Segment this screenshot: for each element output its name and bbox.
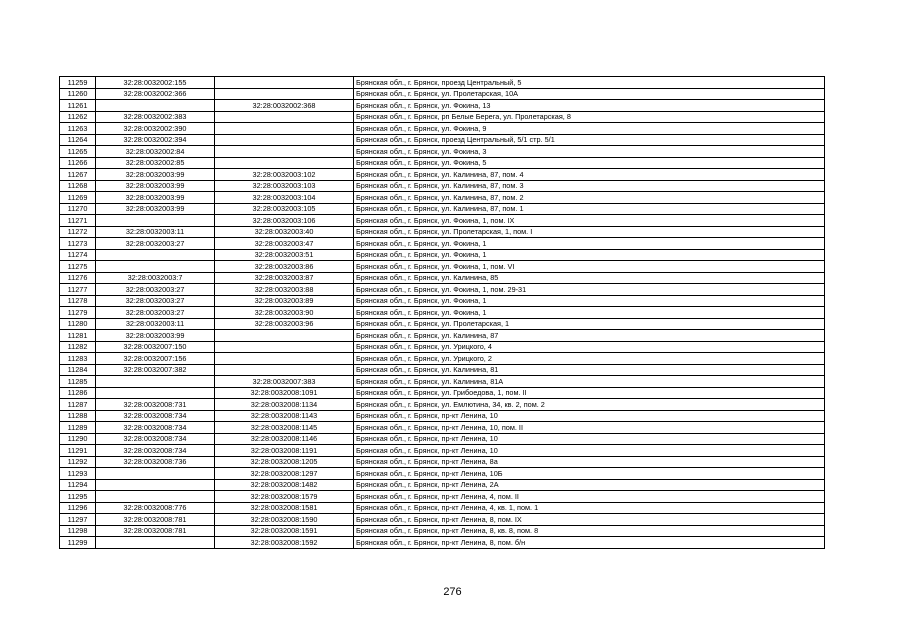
row-number-cell: 11271 — [60, 215, 96, 227]
object-number-cell: 32:28:0032003:106 — [215, 215, 354, 227]
parcel-number-cell: 32:28:0032002:383 — [96, 111, 215, 123]
row-number-cell: 11294 — [60, 479, 96, 491]
row-number-cell: 11287 — [60, 399, 96, 411]
row-number-cell: 11290 — [60, 433, 96, 445]
table-row — [60, 123, 825, 135]
object-number-cell — [215, 111, 354, 123]
table-row — [60, 376, 825, 388]
parcel-number-cell: 32:28:0032008:734 — [96, 433, 215, 445]
row-number-cell: 11286 — [60, 387, 96, 399]
table-row — [60, 215, 825, 227]
row-number-cell: 11285 — [60, 376, 96, 388]
row-number-cell: 11282 — [60, 341, 96, 353]
table-row — [60, 491, 825, 503]
row-number-cell: 11263 — [60, 123, 96, 135]
parcel-number-cell — [96, 387, 215, 399]
row-number-cell: 11273 — [60, 238, 96, 250]
address-cell: Брянская обл., г. Брянск, пр-кт Ленина, 4, пом. II — [354, 491, 825, 503]
parcel-number-cell — [96, 100, 215, 112]
parcel-number-cell: 32:28:0032003:99 — [96, 192, 215, 204]
table-row — [60, 77, 825, 89]
object-number-cell: 32:28:0032008:1205 — [215, 456, 354, 468]
object-number-cell: 32:28:0032003:47 — [215, 238, 354, 250]
address-cell: Брянская обл., г. Брянск, ул. Калинина, 87, пом. 4 — [354, 169, 825, 181]
table-row — [60, 180, 825, 192]
address-cell: Брянская обл., г. Брянск, ул. Фокина, 9 — [354, 123, 825, 135]
address-cell: Брянская обл., г. Брянск, проезд Центральный, 5 — [354, 77, 825, 89]
address-cell: Брянская обл., г. Брянск, ул. Калинина, 81А — [354, 376, 825, 388]
address-cell: Брянская обл., г. Брянск, ул. Калинина, 87 — [354, 330, 825, 342]
table-row — [60, 514, 825, 526]
parcel-number-cell — [96, 491, 215, 503]
table-row — [60, 399, 825, 411]
address-cell: Брянская обл., г. Брянск, ул. Пролетарская, 1, пом. I — [354, 226, 825, 238]
parcel-number-cell — [96, 468, 215, 480]
row-number-cell: 11277 — [60, 284, 96, 296]
row-number-cell: 11270 — [60, 203, 96, 215]
table-row — [60, 330, 825, 342]
parcel-number-cell: 32:28:0032002:390 — [96, 123, 215, 135]
table-row — [60, 502, 825, 514]
object-number-cell — [215, 134, 354, 146]
table-row — [60, 341, 825, 353]
address-cell: Брянская обл., г. Брянск, ул. Калинина, 81 — [354, 364, 825, 376]
address-cell: Брянская обл., г. Брянск, проезд Центральный, 5/1 стр. 5/1 — [354, 134, 825, 146]
object-number-cell — [215, 77, 354, 89]
parcel-number-cell: 32:28:0032007:150 — [96, 341, 215, 353]
object-number-cell: 32:28:0032007:383 — [215, 376, 354, 388]
address-cell: Брянская обл., г. Брянск, ул. Урицкого, 4 — [354, 341, 825, 353]
row-number-cell: 11280 — [60, 318, 96, 330]
object-number-cell: 32:28:0032008:1482 — [215, 479, 354, 491]
object-number-cell — [215, 146, 354, 158]
object-number-cell: 32:28:0032002:368 — [215, 100, 354, 112]
address-cell: Брянская обл., г. Брянск, пр-кт Ленина, 4, кв. 1, пом. 1 — [354, 502, 825, 514]
address-cell: Брянская обл., г. Брянск, ул. Фокина, 1 — [354, 238, 825, 250]
row-number-cell: 11298 — [60, 525, 96, 537]
row-number-cell: 11284 — [60, 364, 96, 376]
table-row — [60, 525, 825, 537]
object-number-cell: 32:28:0032003:87 — [215, 272, 354, 284]
parcel-number-cell: 32:28:0032003:27 — [96, 295, 215, 307]
object-number-cell: 32:28:0032003:88 — [215, 284, 354, 296]
object-number-cell: 32:28:0032008:1592 — [215, 537, 354, 549]
parcel-number-cell: 32:28:0032003:99 — [96, 203, 215, 215]
table-row — [60, 192, 825, 204]
parcel-number-cell: 32:28:0032002:366 — [96, 88, 215, 100]
parcel-number-cell: 32:28:0032002:84 — [96, 146, 215, 158]
address-cell: Брянская обл., г. Брянск, пр-кт Ленина, 10, пом. II — [354, 422, 825, 434]
table-row — [60, 203, 825, 215]
table-row — [60, 422, 825, 434]
parcel-number-cell: 32:28:0032007:156 — [96, 353, 215, 365]
object-number-cell: 32:28:0032003:90 — [215, 307, 354, 319]
address-cell: Брянская обл., г. Брянск, ул. Фокина, 1 — [354, 295, 825, 307]
row-number-cell: 11297 — [60, 514, 96, 526]
object-number-cell — [215, 88, 354, 100]
object-number-cell: 32:28:0032008:1590 — [215, 514, 354, 526]
address-cell: Брянская обл., г. Брянск, ул. Фокина, 1 — [354, 249, 825, 261]
address-cell: Брянская обл., г. Брянск, ул. Калинина, 87, пом. 1 — [354, 203, 825, 215]
table-row — [60, 387, 825, 399]
page-number: 276 — [443, 586, 462, 598]
row-number-cell: 11261 — [60, 100, 96, 112]
object-number-cell — [215, 353, 354, 365]
address-cell: Брянская обл., г. Брянск, ул. Пролетарская, 1 — [354, 318, 825, 330]
row-number-cell: 11266 — [60, 157, 96, 169]
table-row — [60, 410, 825, 422]
object-number-cell: 32:28:0032003:89 — [215, 295, 354, 307]
object-number-cell: 32:28:0032003:40 — [215, 226, 354, 238]
table-row — [60, 479, 825, 491]
table-row — [60, 111, 825, 123]
table-row — [60, 88, 825, 100]
address-cell: Брянская обл., г. Брянск, пр-кт Ленина, 10Б — [354, 468, 825, 480]
table-row — [60, 249, 825, 261]
parcel-number-cell: 32:28:0032008:731 — [96, 399, 215, 411]
address-cell: Брянская обл., г. Брянск, ул. Калинина, 87, пом. 2 — [354, 192, 825, 204]
table-row — [60, 445, 825, 457]
object-number-cell: 32:28:0032008:1591 — [215, 525, 354, 537]
parcel-number-cell — [96, 261, 215, 273]
parcel-number-cell: 32:28:0032003:11 — [96, 318, 215, 330]
table-row — [60, 353, 825, 365]
table-row — [60, 100, 825, 112]
row-number-cell: 11292 — [60, 456, 96, 468]
object-number-cell: 32:28:0032003:102 — [215, 169, 354, 181]
parcel-number-cell — [96, 215, 215, 227]
object-number-cell: 32:28:0032003:103 — [215, 180, 354, 192]
table-row — [60, 284, 825, 296]
parcel-number-cell: 32:28:0032008:734 — [96, 410, 215, 422]
table-row — [60, 272, 825, 284]
row-number-cell: 11289 — [60, 422, 96, 434]
registry-table — [59, 76, 825, 549]
table-row — [60, 318, 825, 330]
row-number-cell: 11259 — [60, 77, 96, 89]
row-number-cell: 11274 — [60, 249, 96, 261]
address-cell: Брянская обл., г. Брянск, ул. Фокина, 1, пом. 29-31 — [354, 284, 825, 296]
table-row — [60, 307, 825, 319]
object-number-cell: 32:28:0032008:1579 — [215, 491, 354, 503]
object-number-cell: 32:28:0032008:1581 — [215, 502, 354, 514]
address-cell: Брянская обл., г. Брянск, ул. Грибоедова, 1, пом. II — [354, 387, 825, 399]
address-cell: Брянская обл., г. Брянск, ул. Фокина, 1, пом. IX — [354, 215, 825, 227]
object-number-cell: 32:28:0032003:51 — [215, 249, 354, 261]
object-number-cell — [215, 341, 354, 353]
address-cell: Брянская обл., г. Брянск, пр-кт Ленина, 10 — [354, 433, 825, 445]
object-number-cell: 32:28:0032008:1191 — [215, 445, 354, 457]
address-cell: Брянская обл., г. Брянск, рп Белые Берега, ул. Пролетарская, 8 — [354, 111, 825, 123]
address-cell: Брянская обл., г. Брянск, ул. Пролетарская, 10А — [354, 88, 825, 100]
object-number-cell: 32:28:0032008:1143 — [215, 410, 354, 422]
parcel-number-cell — [96, 376, 215, 388]
address-cell: Брянская обл., г. Брянск, ул. Урицкого, 2 — [354, 353, 825, 365]
row-number-cell: 11293 — [60, 468, 96, 480]
table-row — [60, 169, 825, 181]
row-number-cell: 11295 — [60, 491, 96, 503]
object-number-cell: 32:28:0032008:1091 — [215, 387, 354, 399]
address-cell: Брянская обл., г. Брянск, ул. Калинина, 87, пом. 3 — [354, 180, 825, 192]
object-number-cell: 32:28:0032003:96 — [215, 318, 354, 330]
table-row — [60, 295, 825, 307]
address-cell: Брянская обл., г. Брянск, пр-кт Ленина, 10 — [354, 410, 825, 422]
object-number-cell: 32:28:0032003:86 — [215, 261, 354, 273]
parcel-number-cell: 32:28:0032002:394 — [96, 134, 215, 146]
table-row — [60, 433, 825, 445]
parcel-number-cell: 32:28:0032003:11 — [96, 226, 215, 238]
row-number-cell: 11260 — [60, 88, 96, 100]
row-number-cell: 11262 — [60, 111, 96, 123]
row-number-cell: 11276 — [60, 272, 96, 284]
address-cell: Брянская обл., г. Брянск, ул. Емлютина, 34, кв. 2, пом. 2 — [354, 399, 825, 411]
row-number-cell: 11268 — [60, 180, 96, 192]
table-row — [60, 238, 825, 250]
row-number-cell: 11279 — [60, 307, 96, 319]
table-row — [60, 146, 825, 158]
parcel-number-cell: 32:28:0032003:27 — [96, 307, 215, 319]
object-number-cell — [215, 157, 354, 169]
address-cell: Брянская обл., г. Брянск, ул. Калинина, 85 — [354, 272, 825, 284]
address-cell: Брянская обл., г. Брянск, пр-кт Ленина, 8а — [354, 456, 825, 468]
parcel-number-cell: 32:28:0032002:85 — [96, 157, 215, 169]
table-row — [60, 456, 825, 468]
row-number-cell: 11267 — [60, 169, 96, 181]
row-number-cell: 11264 — [60, 134, 96, 146]
parcel-number-cell: 32:28:0032008:776 — [96, 502, 215, 514]
address-cell: Брянская обл., г. Брянск, ул. Фокина, 1, пом. VI — [354, 261, 825, 273]
address-cell: Брянская обл., г. Брянск, ул. Фокина, 5 — [354, 157, 825, 169]
table-row — [60, 364, 825, 376]
row-number-cell: 11281 — [60, 330, 96, 342]
registry-table-body — [60, 77, 825, 549]
parcel-number-cell: 32:28:0032003:99 — [96, 180, 215, 192]
address-cell: Брянская обл., г. Брянск, пр-кт Ленина, 2А — [354, 479, 825, 491]
parcel-number-cell: 32:28:0032002:155 — [96, 77, 215, 89]
table-row — [60, 261, 825, 273]
address-cell: Брянская обл., г. Брянск, ул. Фокина, 1 — [354, 307, 825, 319]
row-number-cell: 11272 — [60, 226, 96, 238]
address-cell: Брянская обл., г. Брянск, пр-кт Ленина, 10 — [354, 445, 825, 457]
object-number-cell — [215, 330, 354, 342]
address-cell: Брянская обл., г. Брянск, пр-кт Ленина, 8, кв. 8, пом. 8 — [354, 525, 825, 537]
object-number-cell: 32:28:0032008:1297 — [215, 468, 354, 480]
parcel-number-cell: 32:28:0032003:99 — [96, 169, 215, 181]
row-number-cell: 11299 — [60, 537, 96, 549]
object-number-cell: 32:28:0032003:105 — [215, 203, 354, 215]
row-number-cell: 11278 — [60, 295, 96, 307]
address-cell: Брянская обл., г. Брянск, пр-кт Ленина, 8, пом. б/н — [354, 537, 825, 549]
row-number-cell: 11291 — [60, 445, 96, 457]
object-number-cell: 32:28:0032008:1146 — [215, 433, 354, 445]
address-cell: Брянская обл., г. Брянск, пр-кт Ленина, 8, пом. IX — [354, 514, 825, 526]
table-row — [60, 157, 825, 169]
object-number-cell — [215, 123, 354, 135]
parcel-number-cell — [96, 479, 215, 491]
table-row — [60, 468, 825, 480]
object-number-cell: 32:28:0032008:1145 — [215, 422, 354, 434]
parcel-number-cell — [96, 249, 215, 261]
object-number-cell — [215, 364, 354, 376]
row-number-cell: 11275 — [60, 261, 96, 273]
parcel-number-cell: 32:28:0032003:7 — [96, 272, 215, 284]
address-cell: Брянская обл., г. Брянск, ул. Фокина, 13 — [354, 100, 825, 112]
parcel-number-cell: 32:28:0032003:27 — [96, 284, 215, 296]
row-number-cell: 11288 — [60, 410, 96, 422]
table-row — [60, 226, 825, 238]
parcel-number-cell: 32:28:0032008:734 — [96, 422, 215, 434]
parcel-number-cell: 32:28:0032008:734 — [96, 445, 215, 457]
object-number-cell: 32:28:0032003:104 — [215, 192, 354, 204]
parcel-number-cell — [96, 537, 215, 549]
row-number-cell: 11265 — [60, 146, 96, 158]
row-number-cell: 11283 — [60, 353, 96, 365]
table-row — [60, 134, 825, 146]
parcel-number-cell: 32:28:0032008:781 — [96, 514, 215, 526]
parcel-number-cell: 32:28:0032008:781 — [96, 525, 215, 537]
parcel-number-cell: 32:28:0032003:99 — [96, 330, 215, 342]
parcel-number-cell: 32:28:0032003:27 — [96, 238, 215, 250]
address-cell: Брянская обл., г. Брянск, ул. Фокина, 3 — [354, 146, 825, 158]
parcel-number-cell: 32:28:0032007:382 — [96, 364, 215, 376]
parcel-number-cell: 32:28:0032008:736 — [96, 456, 215, 468]
row-number-cell: 11296 — [60, 502, 96, 514]
row-number-cell: 11269 — [60, 192, 96, 204]
object-number-cell: 32:28:0032008:1134 — [215, 399, 354, 411]
table-row — [60, 537, 825, 549]
